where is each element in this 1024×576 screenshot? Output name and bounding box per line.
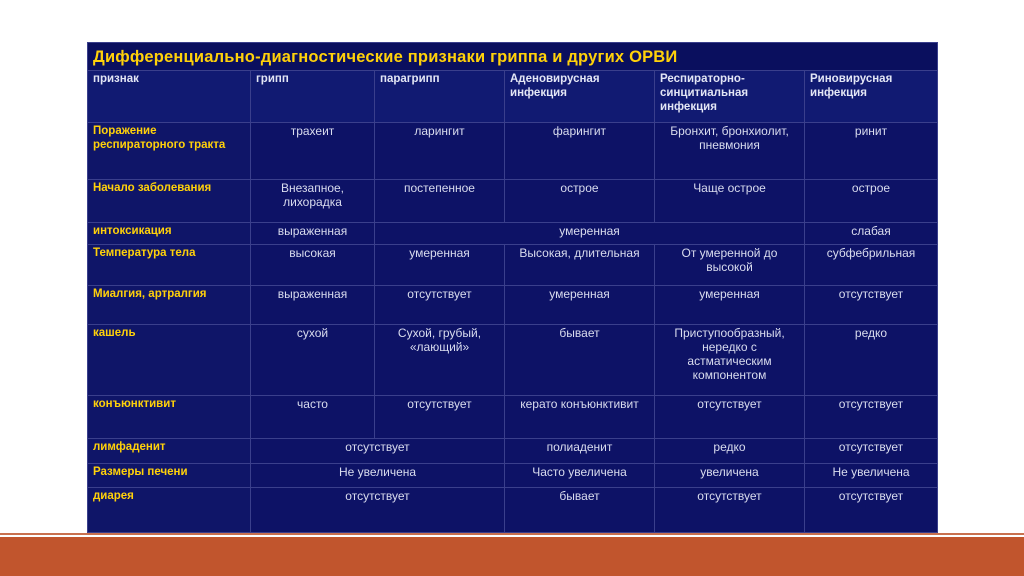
- value-cell: умеренная: [375, 222, 805, 244]
- value-cell: постепенное: [375, 180, 505, 223]
- value-cell: часто: [251, 396, 375, 439]
- table-title: Дифференциально-диагностические признаки гриппа и других ОРВИ: [88, 43, 938, 71]
- value-cell: Не увеличена: [805, 463, 938, 487]
- value-cell: отсутствует: [375, 286, 505, 325]
- value-cell: сухой: [251, 324, 375, 395]
- table-row: [88, 123, 938, 180]
- value-cell: высокая: [251, 245, 375, 286]
- value-cell: От умеренной до высокой: [655, 245, 805, 286]
- value-cell: трахеит: [251, 123, 375, 180]
- value-cell: отсутствует: [805, 439, 938, 463]
- column-header: Риновирусная инфекция: [805, 71, 938, 123]
- value-cell: ларингит: [375, 123, 505, 180]
- value-cell: ринит: [805, 123, 938, 180]
- value-cell: Высокая, длительная: [505, 245, 655, 286]
- feature-cell: Размеры печени: [88, 463, 251, 487]
- feature-cell: Миалгия, артралгия: [88, 286, 251, 325]
- value-cell: редко: [655, 439, 805, 463]
- footer-accent-line: [0, 533, 1024, 535]
- table-row: [88, 463, 938, 487]
- value-cell: бывает: [505, 324, 655, 395]
- value-cell: отсутствует: [805, 396, 938, 439]
- feature-cell: интоксикация: [88, 222, 251, 244]
- value-cell: Приступообразный, нередко с астматическим компонентом: [655, 324, 805, 395]
- value-cell: отсутствует: [251, 439, 505, 463]
- value-cell: острое: [505, 180, 655, 223]
- table-row: [88, 439, 938, 463]
- feature-cell: лимфаденит: [88, 439, 251, 463]
- feature-cell: Температура тела: [88, 245, 251, 286]
- feature-cell: кашель: [88, 324, 251, 395]
- table-row: [88, 396, 938, 439]
- value-cell: отсутствует: [251, 488, 505, 533]
- feature-cell: Начало заболевания: [88, 180, 251, 223]
- value-cell: увеличена: [655, 463, 805, 487]
- slide-table-area: [87, 42, 937, 533]
- feature-cell: диарея: [88, 488, 251, 533]
- value-cell: отсутствует: [375, 396, 505, 439]
- column-header: Аденовирусная инфекция: [505, 71, 655, 123]
- value-cell: умеренная: [505, 286, 655, 325]
- value-cell: отсутствует: [655, 488, 805, 533]
- value-cell: Чаще острое: [655, 180, 805, 223]
- value-cell: выраженная: [251, 222, 375, 244]
- value-cell: фарингит: [505, 123, 655, 180]
- value-cell: бывает: [505, 488, 655, 533]
- column-header: признак: [88, 71, 251, 123]
- value-cell: выраженная: [251, 286, 375, 325]
- diagnostic-table: [87, 42, 938, 533]
- footer-bar: [0, 537, 1024, 576]
- value-cell: полиаденит: [505, 439, 655, 463]
- value-cell: Сухой, грубый, «лающий»: [375, 324, 505, 395]
- table-row: [88, 222, 938, 244]
- value-cell: субфебрильная: [805, 245, 938, 286]
- table-row: [88, 286, 938, 325]
- feature-cell: Поражение респираторного тракта: [88, 123, 251, 180]
- value-cell: Внезапное, лихорадка: [251, 180, 375, 223]
- value-cell: умеренная: [655, 286, 805, 325]
- column-header: парагрипп: [375, 71, 505, 123]
- table-row: [88, 245, 938, 286]
- value-cell: острое: [805, 180, 938, 223]
- value-cell: отсутствует: [655, 396, 805, 439]
- feature-cell: конъюнктивит: [88, 396, 251, 439]
- column-header: грипп: [251, 71, 375, 123]
- table-row: [88, 488, 938, 533]
- value-cell: Не увеличена: [251, 463, 505, 487]
- value-cell: редко: [805, 324, 938, 395]
- value-cell: отсутствует: [805, 286, 938, 325]
- value-cell: Бронхит, бронхиолит, пневмония: [655, 123, 805, 180]
- column-header: Респираторно-синцитиальная инфекция: [655, 71, 805, 123]
- value-cell: слабая: [805, 222, 938, 244]
- table-row: [88, 180, 938, 223]
- value-cell: керато конъюнктивит: [505, 396, 655, 439]
- value-cell: умеренная: [375, 245, 505, 286]
- value-cell: Часто увеличена: [505, 463, 655, 487]
- value-cell: отсутствует: [805, 488, 938, 533]
- table-row: [88, 324, 938, 395]
